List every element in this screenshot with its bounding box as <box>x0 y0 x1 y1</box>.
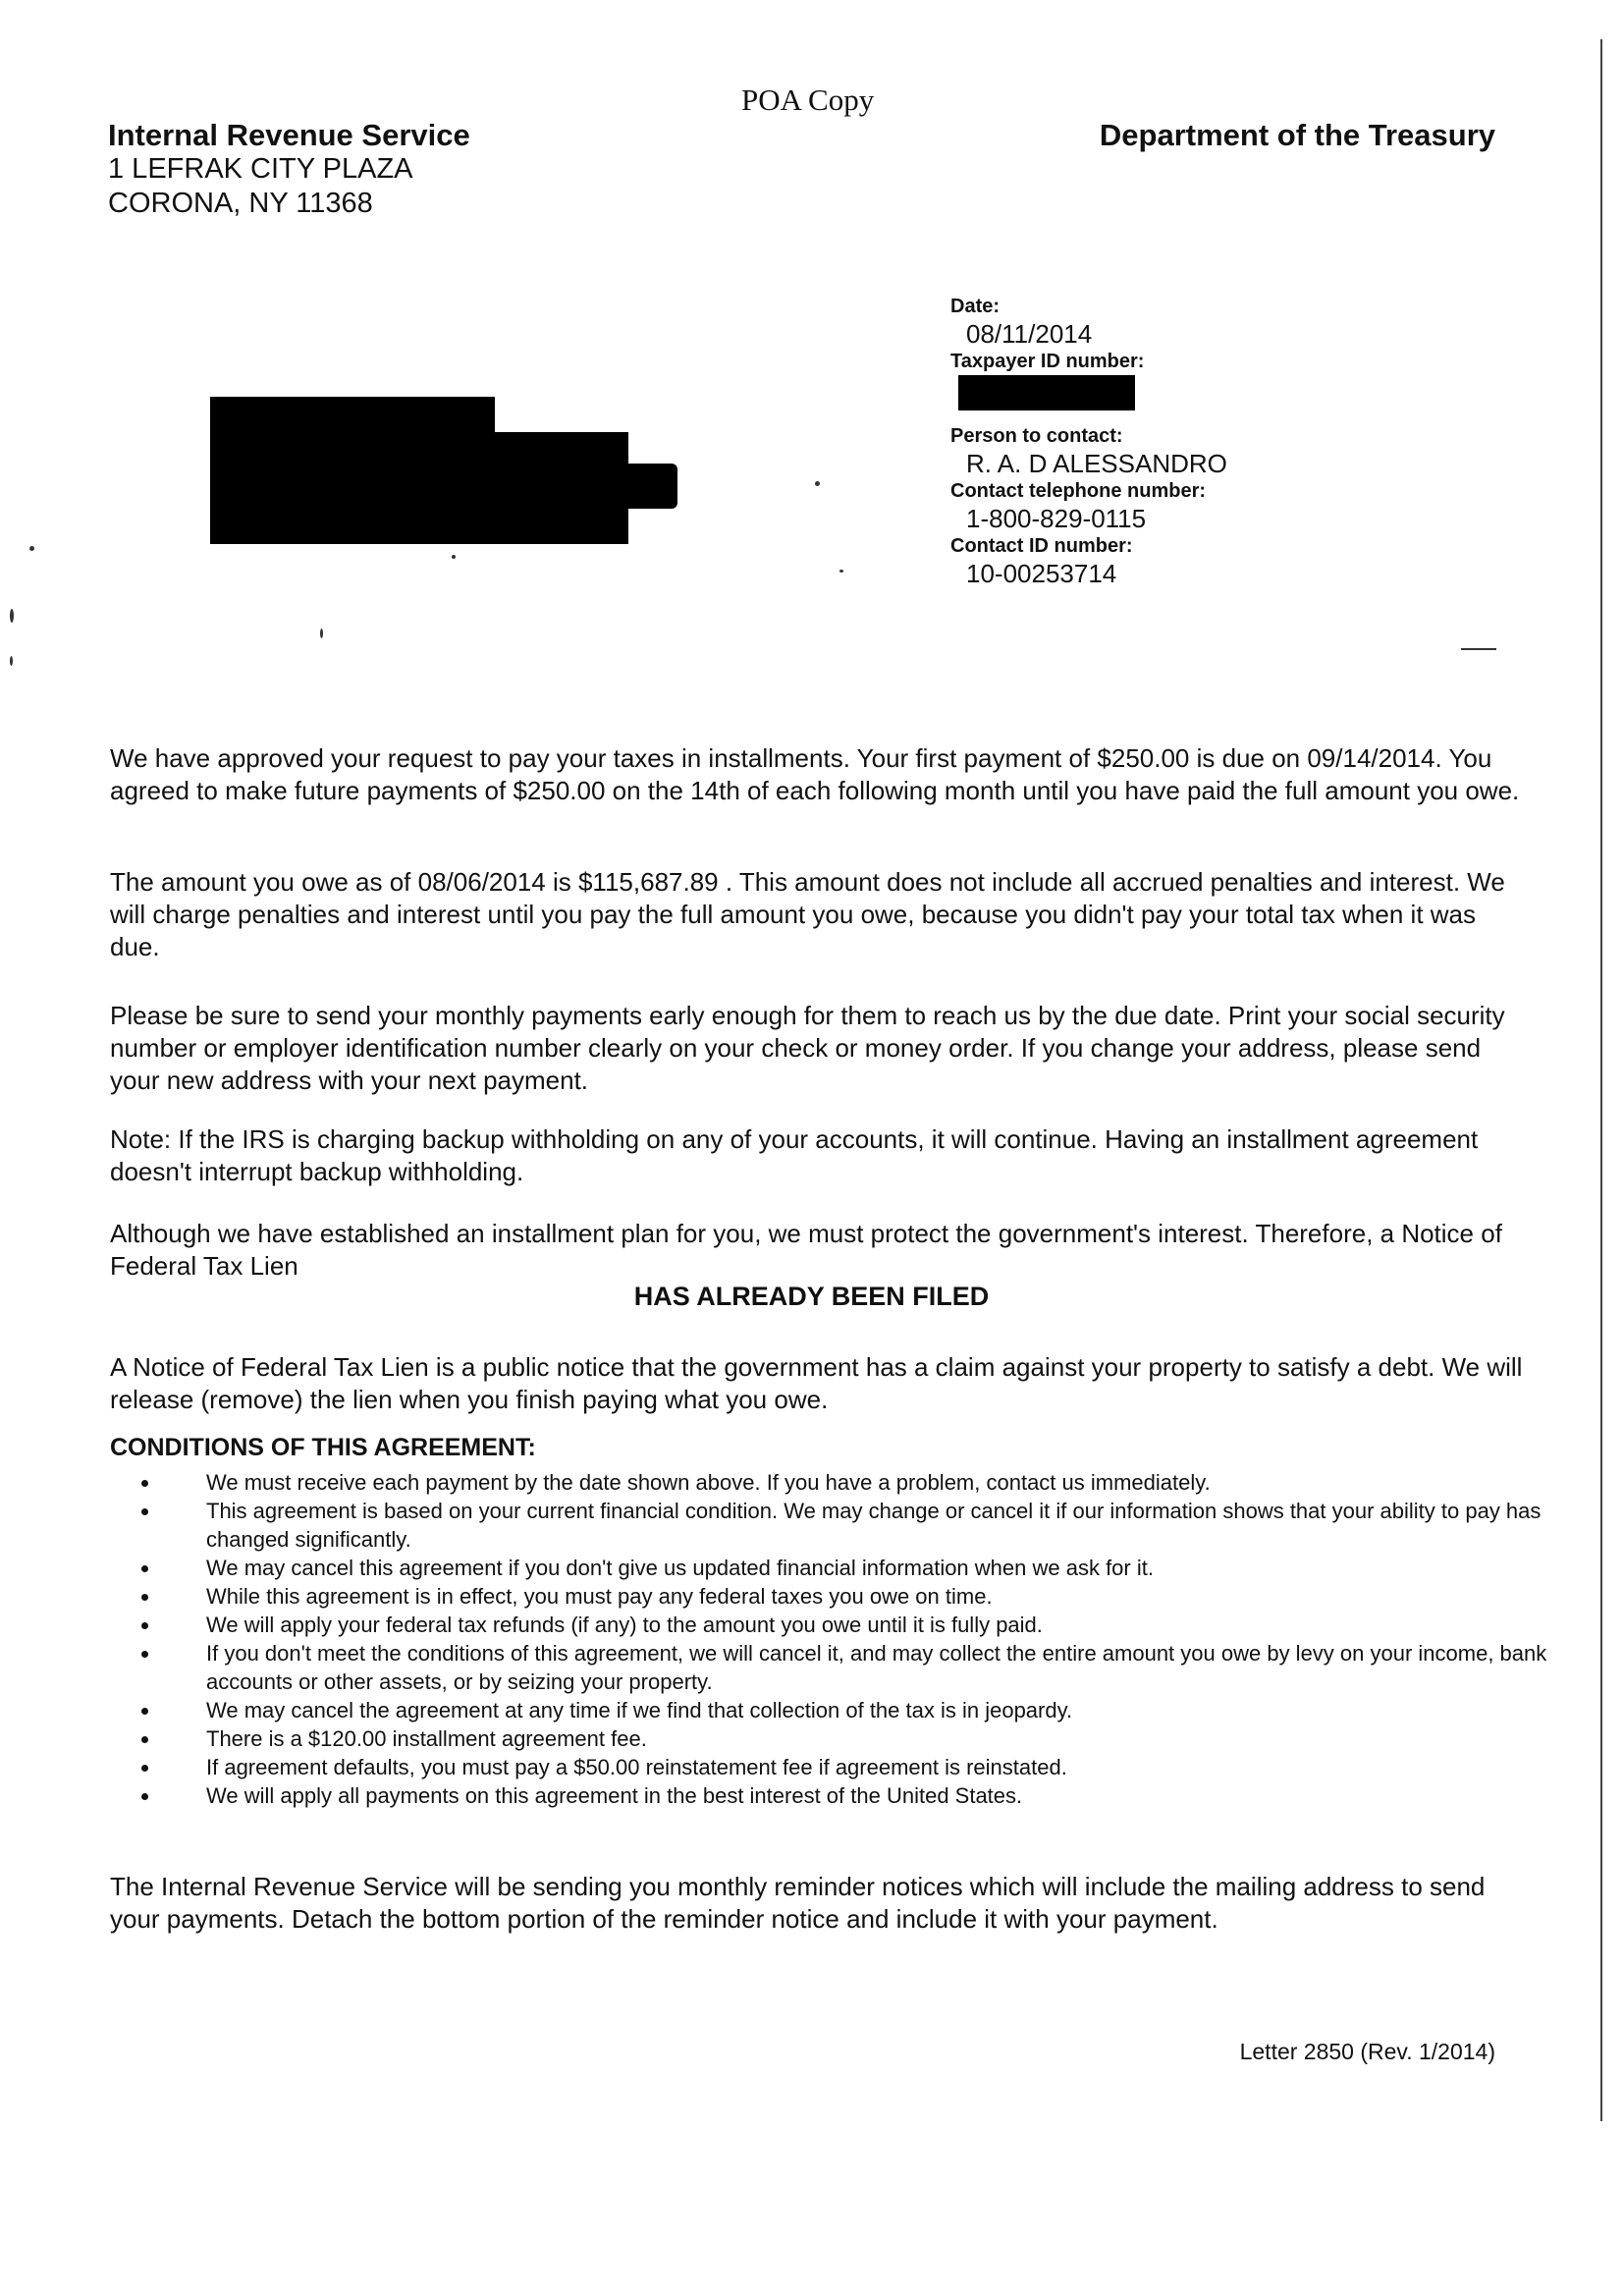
contact-id-label: Contact ID number: <box>950 535 1133 557</box>
date-value: 08/11/2014 <box>966 319 1093 349</box>
list-item: • There is a $120.00 installment agreement fee. <box>161 1724 1555 1753</box>
scan-speck <box>452 555 456 559</box>
paragraph-backup-withholding: Note: If the IRS is charging backup withholding on any of your accounts, it will continue. Having an installment agreement doesn't interrupt backup withholding. <box>110 1124 1479 1186</box>
agency-name: Internal Revenue Service <box>108 118 470 152</box>
address-line-1: 1 LEFRAK CITY PLAZA <box>108 153 413 185</box>
sender-address-block <box>108 118 470 221</box>
scan-edge-line <box>1600 39 1602 2121</box>
list-item: • We may cancel the agreement at any time if we find that collection of the tax is in jeopardy. <box>161 1696 1555 1724</box>
list-item: • While this agreement is in effect, you must pay any federal taxes you owe on time. <box>161 1582 1555 1611</box>
department-name: Department of the Treasury <box>1099 118 1495 152</box>
contact-id-value: 10-00253714 <box>966 559 1117 588</box>
lien-status-heading: HAS ALREADY BEEN FILED <box>633 1282 990 1311</box>
conditions-list <box>137 1468 1555 1810</box>
scan-speck <box>320 629 323 638</box>
taxpayer-id-redaction <box>958 375 1135 410</box>
paragraph-amount-owed: The amount you owe as of 08/06/2014 is $115,687.89 . This amount does not include all accrued penalties and interest. We will charge penalties and interest until you pay the full amount you owe, because you didn't pay your total tax when it was due. <box>110 867 1505 961</box>
list-item: • This agreement is based on your current financial condition. We may change or cancel it if our information shows that your ability to pay has changed significantly. <box>161 1497 1555 1554</box>
scan-speck <box>10 656 13 666</box>
recipient-address-redaction-3 <box>619 464 677 509</box>
list-item: • We may cancel this agreement if you don't give us updated financial information when we ask for it. <box>161 1554 1555 1582</box>
scan-speck <box>10 609 14 623</box>
person-to-contact-value: R. A. D ALESSANDRO <box>966 449 1227 478</box>
list-item: • We will apply your federal tax refunds (if any) to the amount you owe until it is fully paid. <box>161 1611 1555 1639</box>
taxpayer-id-label: Taxpayer ID number: <box>950 351 1145 372</box>
list-item: • If agreement defaults, you must pay a $50.00 reinstatement fee if agreement is reinstated. <box>161 1753 1555 1781</box>
scan-dash-mark <box>1461 648 1496 650</box>
contact-info-block <box>950 295 1227 589</box>
recipient-address-redaction-2 <box>491 432 628 544</box>
paragraph-government-interest: Although we have established an installment plan for you, we must protect the government's interest. Therefore, a Notice of Federal Tax Lien <box>110 1219 1502 1281</box>
list-item: • We must receive each payment by the date shown above. If you have a problem, contact us immediately. <box>161 1468 1555 1497</box>
person-to-contact-label: Person to contact: <box>950 425 1123 447</box>
paragraph-payment-instructions: Please be sure to send your monthly payments early enough for them to reach us by the due date. Print your social security number or employer identification number clearly on your check or money order. If you change your address, please send your new address with your next payment. <box>110 1001 1505 1095</box>
address-line-2: CORONA, NY 11368 <box>108 188 373 219</box>
scan-speck <box>29 546 34 551</box>
date-label: Date: <box>950 296 1001 317</box>
scan-speck <box>839 570 843 573</box>
contact-phone-label: Contact telephone number: <box>950 480 1207 502</box>
conditions-heading: CONDITIONS OF THIS AGREEMENT: <box>110 1434 536 1461</box>
list-item: • If you don't meet the conditions of this agreement, we will cancel it, and may collect the entire amount you owe by levy on your income, bank accounts or other assets, or by seizing your property. <box>161 1639 1555 1696</box>
paragraph-approval: We have approved your request to pay your taxes in installments. Your first payment of $250.00 is due on 09/14/2014. You agreed to make future payments of $250.00 on the 14th of each following month until you have paid the full amount you owe. <box>110 743 1520 805</box>
poa-copy-stamp: POA Copy <box>741 82 875 117</box>
list-item: • We will apply all payments on this agreement in the best interest of the United States. <box>161 1781 1555 1810</box>
letter-form-id: Letter 2850 (Rev. 1/2014) <box>1239 2039 1495 2064</box>
paragraph-lien-notice: A Notice of Federal Tax Lien is a public notice that the government has a claim against your property to satisfy a debt. We will release (remove) the lien when you finish paying what you owe. <box>110 1352 1523 1414</box>
paragraph-reminder-notices: The Internal Revenue Service will be sending you monthly reminder notices which will include the mailing address to send your payments. Detach the bottom portion of the reminder notice and include it with your payment. <box>110 1872 1486 1934</box>
recipient-address-redaction <box>210 397 495 544</box>
contact-phone-value: 1-800-829-0115 <box>966 504 1147 533</box>
scan-speck <box>815 481 820 486</box>
